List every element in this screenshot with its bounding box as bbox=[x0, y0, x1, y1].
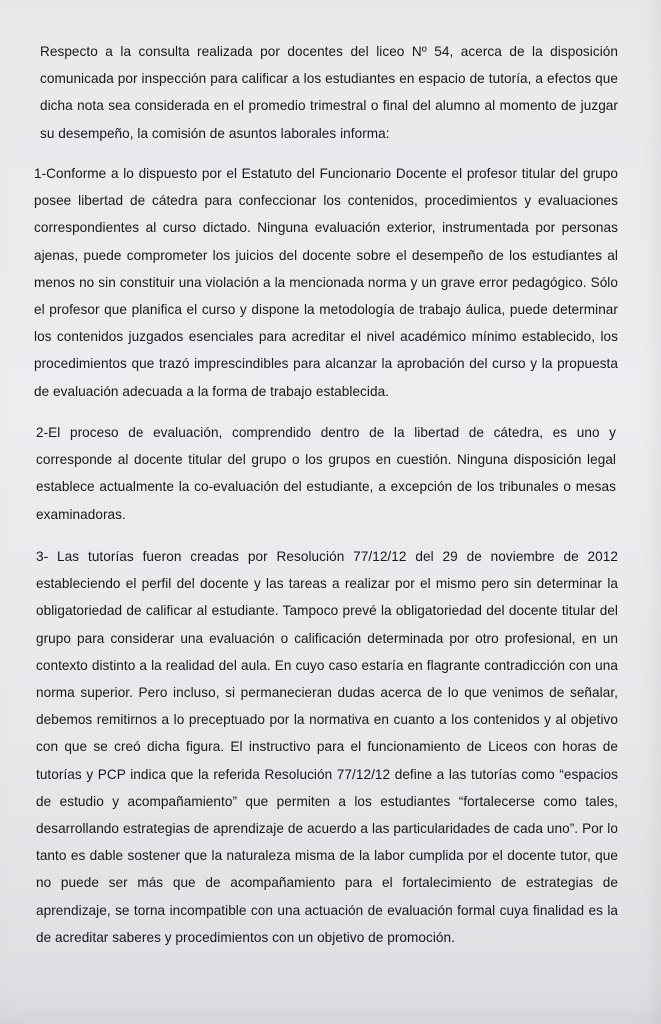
paragraph-point-1: 1-Conforme a lo dispuesto por el Estatuto del Funcionario Docente el profesor titular del grupo posee libertad de cátedra para confeccionar los contenidos, procedimientos y evaluaciones correspondientes al curso dictado. Ninguna evaluación exterior, instrumentada por personas ajenas, puede comprometer los juicios del docente sobre el desempeño de los estudiantes al menos no sin constituir una violación a la mencionada norma y un grave error pedagógico. Sólo el profesor que planifica el curso y dispone la metodología de trabajo áulica, puede determinar los contenidos juzgados esenciales para acreditar el nivel académico mínimo establecido, los procedimientos que trazó imprescindibles para alcanzar la aprobación del curso y la propuesta de evaluación adecuada a la forma de trabajo establecida. bbox=[34, 166, 618, 399]
paragraph-point-2: 2-El proceso de evaluación, comprendido dentro de la libertad de cátedra, es uno y corresponde al docente titular del grupo o los grupos en cuestión. Ninguna disposición legal establece actualmente la co-evaluación del estudiante, a excepción de los tribunales o mesas examinadoras. bbox=[36, 425, 616, 522]
paragraph-point-3: 3- Las tutorías fueron creadas por Resolución 77/12/12 del 29 de noviembre de 2012 estableciendo el perfil del docente y las tareas a realizar por el mismo pero sin determinar la obligatoriedad de calificar al estudiante. Tampoco prevé la obligatoriedad del docente titular del grupo para considerar una evaluación o calificación determinada por otro profesional, en un contexto distinto a la realidad del aula. En cuyo caso estaría en flagrante contradicción con una norma superior. Pero incluso, si permanecieran dudas acerca de lo que venimos de señalar, debemos remitirnos a lo preceptuado por la normativa en cuanto a los contenidos y al objetivo con que se creó dicha figura. El instructivo para el funcionamiento de Liceos con horas de tutorías y PCP indica que la referida Resolución 77/12/12 define a las tutorías como “espacios de estudio y acompañamiento” que permiten a los estudiantes “fortalecerse como tales, desarrollando estrategias de aprendizaje de acuerdo a las particularidades de cada uno”. Por lo tanto es dable sostener que la naturaleza misma de la labor cumplida por el docente tutor, que no puede ser más que de acompañamiento para el fortalecimiento de estrategias de aprendizaje, se torna incompatible con una actuación de evaluación formal cuya finalidad es la de acreditar saberes y procedimientos con un objetivo de promoción. bbox=[36, 549, 618, 945]
paragraph-intro: Respecto a la consulta realizada por docentes del liceo Nº 54, acerca de la disposición comunicada por inspección para calificar a los estudiantes en espacio de tutoría, a efectos que dicha nota sea considerada en el promedio trimestral o final del alumno al momento de juzgar su desempeño, la comisión de asuntos laborales informa: bbox=[40, 44, 618, 141]
